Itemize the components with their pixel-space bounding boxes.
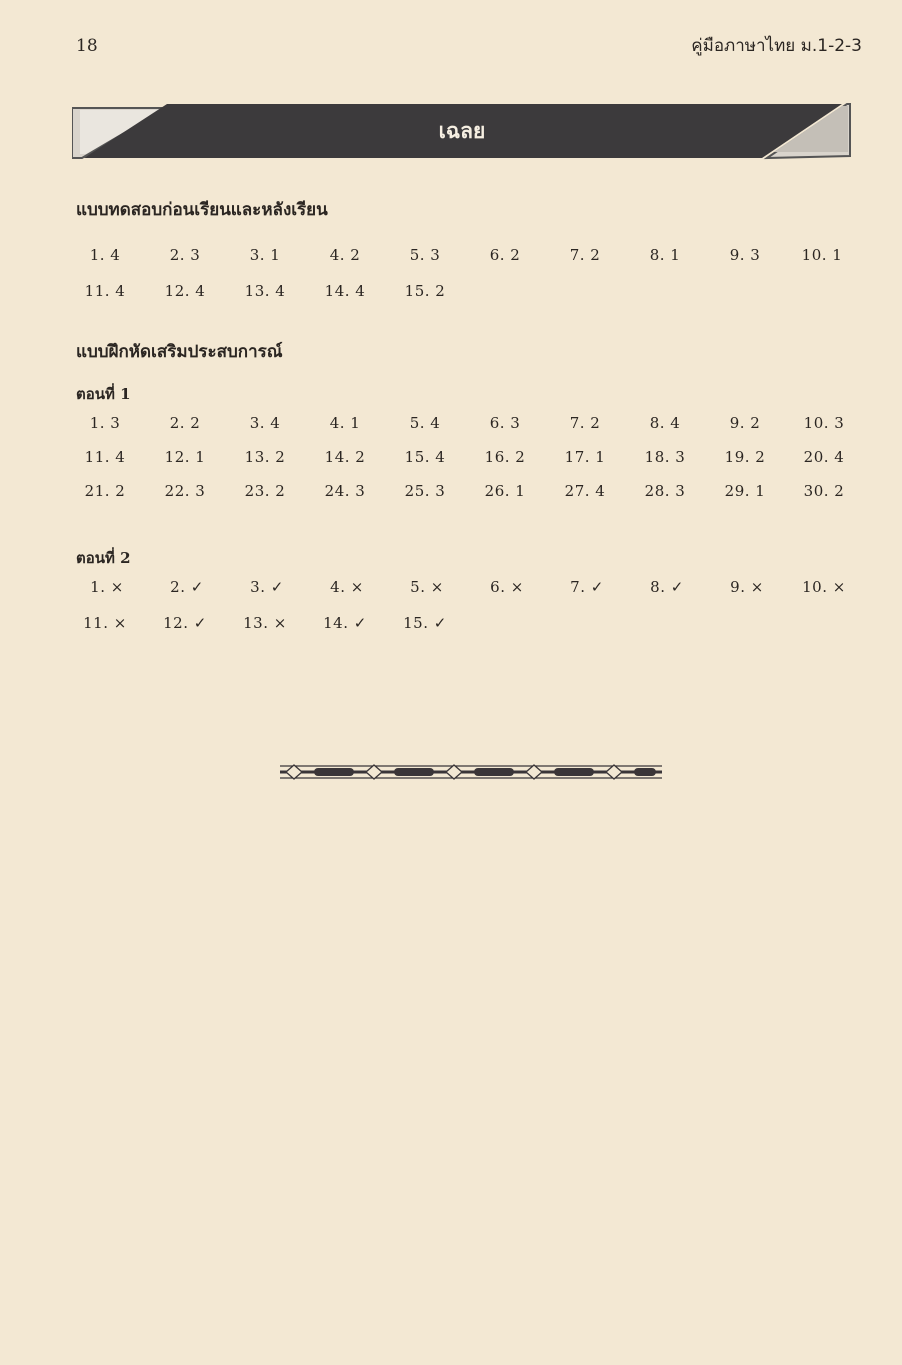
answer-row xyxy=(78,282,868,308)
answer-item: 30. 2 xyxy=(803,482,845,500)
answer-item: 7. 2 xyxy=(569,414,601,432)
answer-item: 2. 3 xyxy=(169,246,201,264)
answer-item: 15. 2 xyxy=(404,282,446,300)
answer-item: 27. 4 xyxy=(564,482,606,500)
pretest-heading: แบบทดสอบก่อนเรียนและหลังเรียน xyxy=(76,200,328,220)
answer-row xyxy=(78,614,868,640)
answer-item: 10. 3 xyxy=(803,414,845,432)
answer-item: 7. 2 xyxy=(569,246,601,264)
answer-item: 23. 2 xyxy=(244,482,286,500)
banner-title: เฉลย xyxy=(438,118,486,143)
answer-item: 8. 1 xyxy=(649,246,681,264)
exercises-heading: แบบฝึกหัดเสริมประสบการณ์ xyxy=(76,342,283,362)
answer-item: 12. ✓ xyxy=(163,614,207,632)
answer-item: 14. 2 xyxy=(324,448,366,466)
answer-item: 15. 4 xyxy=(404,448,446,466)
answer-item: 21. 2 xyxy=(84,482,126,500)
answer-item: 19. 2 xyxy=(724,448,766,466)
answer-item: 2. 2 xyxy=(169,414,201,432)
answer-item: 14. 4 xyxy=(324,282,366,300)
answer-item: 8. 4 xyxy=(649,414,681,432)
answer-item: 4. × xyxy=(330,578,364,596)
answer-item: 1. 3 xyxy=(89,414,121,432)
answer-item: 13. 2 xyxy=(244,448,286,466)
answer-row xyxy=(78,246,868,272)
answer-item: 12. 4 xyxy=(164,282,206,300)
answer-item: 22. 3 xyxy=(164,482,206,500)
answer-item: 3. 4 xyxy=(249,414,281,432)
answer-item: 4. 2 xyxy=(329,246,361,264)
answer-item: 25. 3 xyxy=(404,482,446,500)
part2-heading: ตอนที่ 2 xyxy=(76,549,131,567)
answer-item: 6. × xyxy=(490,578,524,596)
answer-item: 11. 4 xyxy=(84,282,126,300)
answer-row xyxy=(78,482,868,508)
answer-row xyxy=(78,414,868,440)
answer-item: 7. ✓ xyxy=(570,578,604,596)
answer-item: 29. 1 xyxy=(724,482,766,500)
answer-item: 15. ✓ xyxy=(403,614,447,632)
running-title: คู่มือภาษาไทย ม.1-2-3 xyxy=(691,36,862,56)
answer-item: 20. 4 xyxy=(803,448,845,466)
answer-item: 14. ✓ xyxy=(323,614,367,632)
answer-row xyxy=(78,578,868,604)
answer-item: 5. 3 xyxy=(409,246,441,264)
answer-item: 28. 3 xyxy=(644,482,686,500)
answer-item: 13. 4 xyxy=(244,282,286,300)
answer-item: 18. 3 xyxy=(644,448,686,466)
answer-item: 10. × xyxy=(802,578,846,596)
answer-item: 11. 4 xyxy=(84,448,126,466)
answer-item: 26. 1 xyxy=(484,482,526,500)
answer-item: 3. ✓ xyxy=(250,578,284,596)
answer-item: 12. 1 xyxy=(164,448,206,466)
answer-item: 1. 4 xyxy=(89,246,121,264)
answer-item: 4. 1 xyxy=(329,414,361,432)
answer-item: 10. 1 xyxy=(801,246,843,264)
answer-banner xyxy=(72,100,852,162)
decorative-divider xyxy=(280,762,662,782)
answer-item: 9. 2 xyxy=(729,414,761,432)
answer-item: 6. 3 xyxy=(489,414,521,432)
answer-item: 8. ✓ xyxy=(650,578,684,596)
answer-item: 6. 2 xyxy=(489,246,521,264)
answer-item: 16. 2 xyxy=(484,448,526,466)
answer-item: 2. ✓ xyxy=(170,578,204,596)
part1-heading: ตอนที่ 1 xyxy=(76,385,131,403)
answer-item: 9. 3 xyxy=(729,246,761,264)
answer-item: 24. 3 xyxy=(324,482,366,500)
answer-item: 3. 1 xyxy=(249,246,281,264)
page-number: 18 xyxy=(76,36,98,56)
answer-row xyxy=(78,448,868,474)
answer-item: 5. × xyxy=(410,578,444,596)
answer-item: 13. × xyxy=(243,614,287,632)
answer-item: 11. × xyxy=(83,614,127,632)
answer-item: 1. × xyxy=(90,578,124,596)
answer-item: 5. 4 xyxy=(409,414,441,432)
answer-item: 17. 1 xyxy=(564,448,606,466)
answer-item: 9. × xyxy=(730,578,764,596)
